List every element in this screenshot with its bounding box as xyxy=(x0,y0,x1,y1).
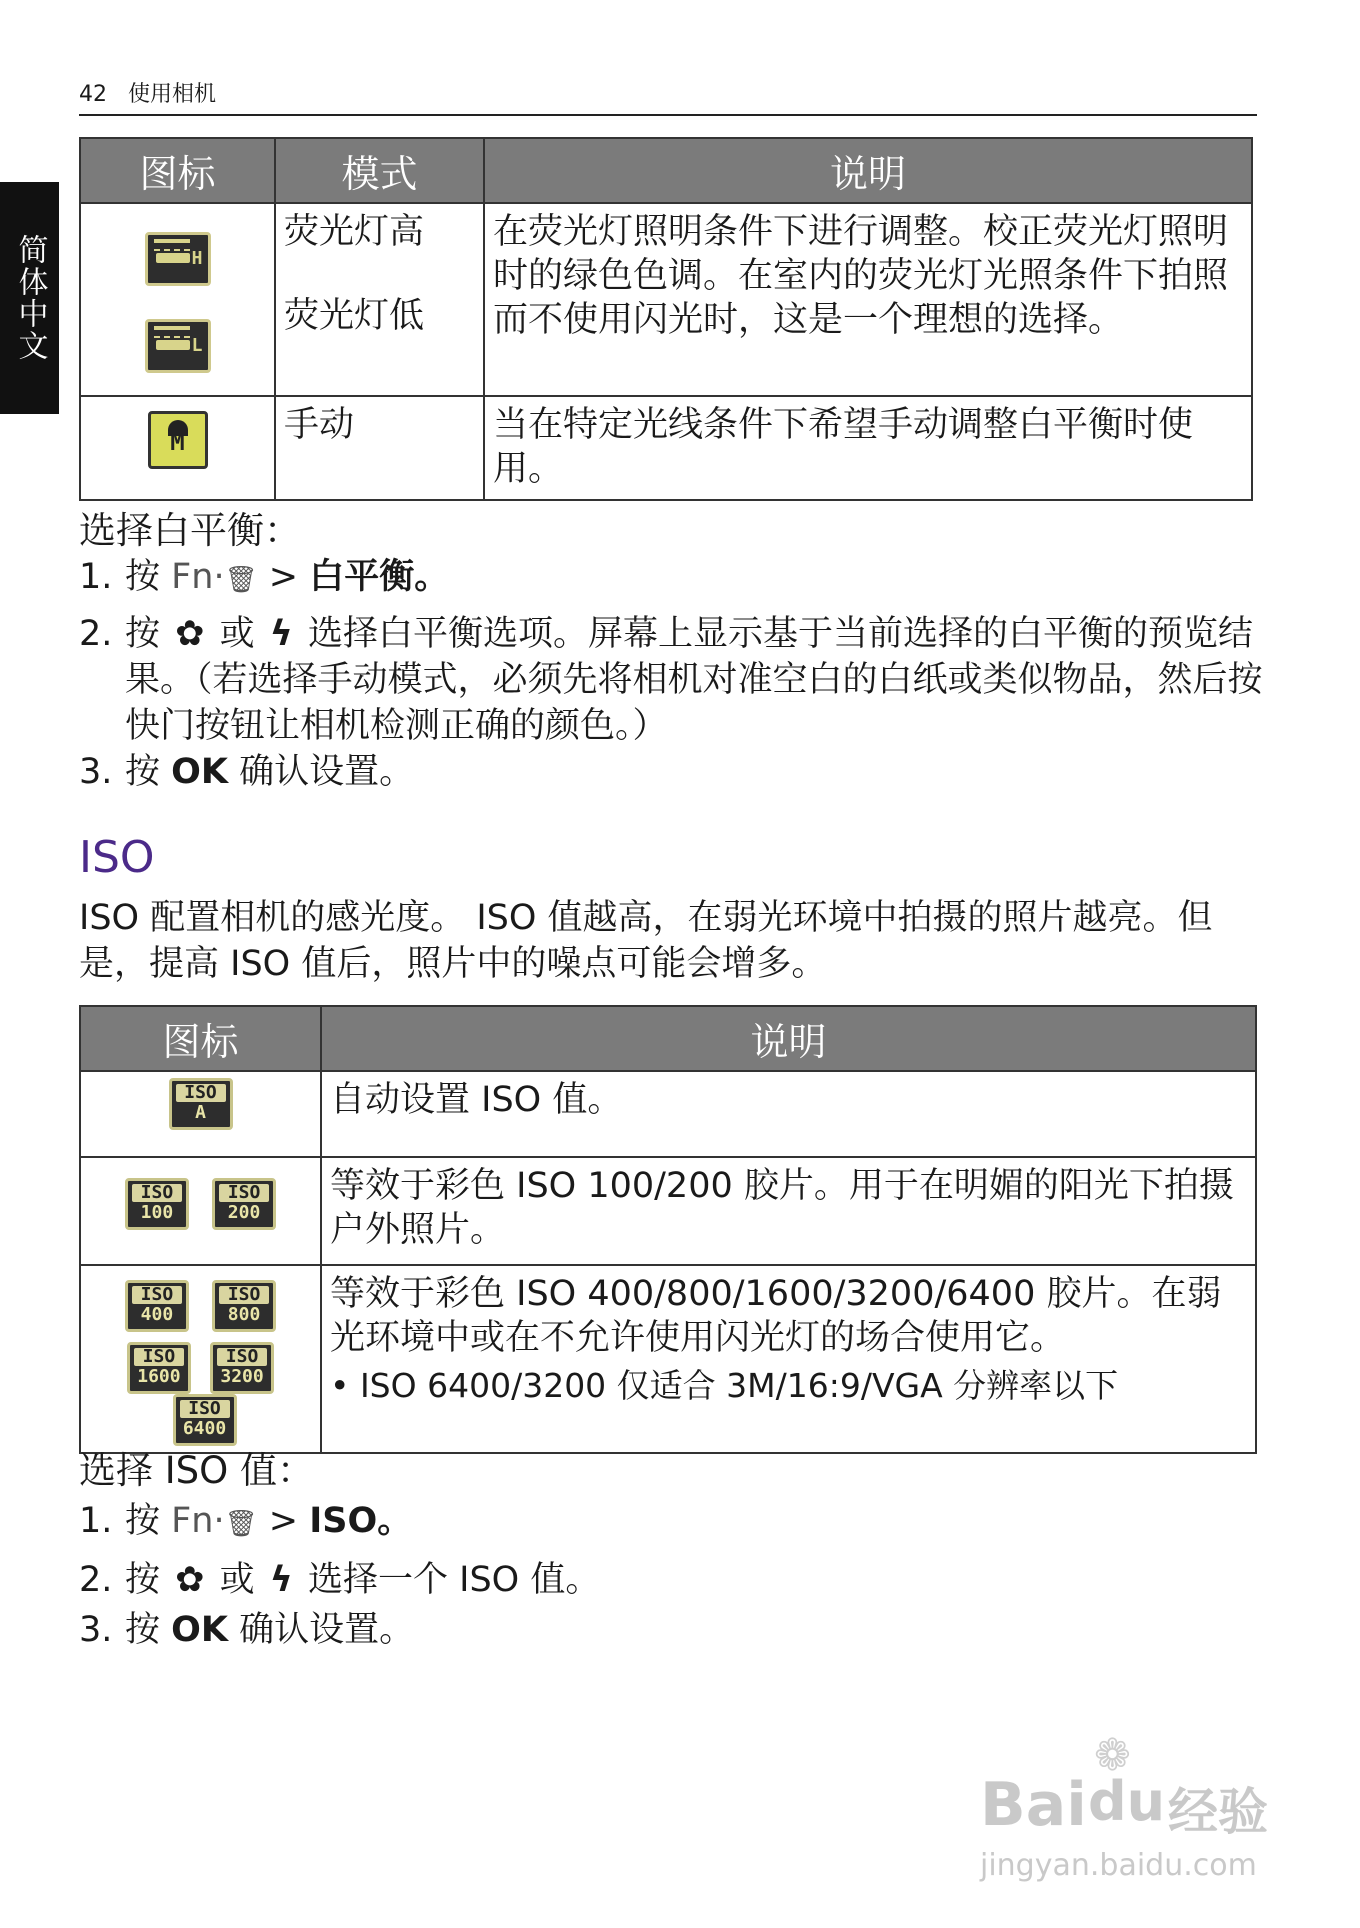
table-row xyxy=(80,1157,1256,1265)
description-cell: 当在特定光线条件下希望手动调整白平衡时使用。 xyxy=(484,396,1252,500)
fn-button-label: Fn· xyxy=(171,557,225,597)
flash-icon: ϟ xyxy=(269,1560,293,1600)
section-title-iso: ISO xyxy=(79,832,155,883)
table-row xyxy=(80,203,1252,396)
watermark-url: jingyan.baidu.com xyxy=(980,1848,1257,1883)
iso-100-icon: ISO 100 xyxy=(125,1178,189,1230)
iso-steps xyxy=(79,1448,1269,1653)
macro-icon: ✿ xyxy=(175,614,205,654)
iso-6400-icon: ISO 6400 xyxy=(173,1394,237,1446)
watermark-cn: 经验 xyxy=(1168,1783,1268,1841)
fluorescent-high-icon: H xyxy=(145,232,211,286)
language-side-tab: 简体中文 xyxy=(0,182,59,414)
watermark-paw-text: du xyxy=(1088,1770,1166,1833)
iso-auto-icon: ISO A xyxy=(169,1078,233,1130)
table-row xyxy=(80,396,1252,500)
white-balance-table xyxy=(79,137,1253,501)
column-header-description: 说明 xyxy=(484,138,1252,203)
iso-400-icon: ISO 400 xyxy=(125,1280,189,1332)
icon-cell xyxy=(80,203,275,396)
table-row xyxy=(80,1071,1256,1157)
mode-cell xyxy=(275,203,484,396)
step-3: 3. 按 OK 确认设置。 xyxy=(79,752,415,792)
trash-icon: 🗑 xyxy=(224,565,258,595)
step-2: 2. 按 ✿ 或 ϟ 选择白平衡选项。屏幕上显示基于当前选择的白平衡的预览结果。（若选择手动模式，必须先将相机对准空白的白纸或类似物品，然后按快门按钮让相机检测正确的颜色。） xyxy=(79,611,1269,749)
mode-cell: 手动 xyxy=(275,396,484,500)
description-note: • ISO 6400/3200 仅适合 3M/16:9/VGA 分辨率以下 xyxy=(330,1366,1119,1405)
description-cell xyxy=(321,1265,1256,1453)
icon-cell xyxy=(80,396,275,500)
description-cell: 自动设置 ISO 值。 xyxy=(321,1071,1256,1157)
flash-icon: ϟ xyxy=(269,614,293,654)
baidu-jingyan-watermark xyxy=(980,1730,1280,1900)
step-2: 2. 按 ✿ 或 ϟ 选择一个 ISO 值。 xyxy=(79,1557,1269,1603)
step-1: 1. 按 Fn·🗑 > ISO。 xyxy=(79,1501,413,1541)
page-header xyxy=(79,76,1257,116)
steps-title: 选择 ISO 值： xyxy=(79,1449,315,1492)
description-text: 等效于彩色 ISO 400/800/1600/3200/6400 胶片。在弱光环境中或在不允许使用闪光灯的场合使用它。 xyxy=(330,1274,1222,1358)
column-header-description: 说明 xyxy=(321,1006,1256,1071)
iso-200-icon: ISO 200 xyxy=(212,1178,276,1230)
table-header-row xyxy=(80,138,1252,203)
iso-intro: ISO 配置相机的感光度。 ISO 值越高，在弱光环境中拍摄的照片越亮。但是，提高 ISO 值后，照片中的噪点可能会增多。 xyxy=(79,898,1213,984)
page-number: 42 xyxy=(79,82,107,107)
step-1: 1. 按 Fn·🗑 > 白平衡。 xyxy=(79,557,450,597)
watermark-brand: Bai xyxy=(980,1770,1087,1840)
table-header-row xyxy=(80,1006,1256,1071)
column-header-icon: 图标 xyxy=(80,138,275,203)
paw-icon: ❁ xyxy=(1094,1730,1131,1781)
fn-button-label: Fn· xyxy=(171,1501,225,1541)
description-cell: 等效于彩色 ISO 100/200 胶片。用于在明媚的阳光下拍摄户外照片。 xyxy=(321,1157,1256,1265)
iso-table xyxy=(79,1005,1257,1454)
icon-cell xyxy=(80,1071,321,1157)
column-header-mode: 模式 xyxy=(275,138,484,203)
icon-cell xyxy=(80,1157,321,1265)
step-3: 3. 按 OK 确认设置。 xyxy=(79,1610,415,1650)
iso-800-icon: ISO 800 xyxy=(212,1280,276,1332)
manual-wb-icon: M xyxy=(148,411,208,469)
icon-cell xyxy=(80,1265,321,1453)
steps-title: 选择白平衡： xyxy=(79,509,301,552)
macro-icon: ✿ xyxy=(175,1560,205,1600)
column-header-icon: 图标 xyxy=(80,1006,321,1071)
description-cell: 在荧光灯照明条件下进行调整。校正荧光灯照明时的绿色色调。在室内的荧光灯光照条件下拍照而不使用闪光时，这是一个理想的选择。 xyxy=(484,203,1252,396)
iso-1600-icon: ISO 1600 xyxy=(127,1342,191,1394)
chapter-title: 使用相机 xyxy=(128,82,217,107)
mode-label: 荧光灯低 xyxy=(284,296,425,336)
wb-steps xyxy=(79,508,1269,795)
table-row xyxy=(80,1265,1256,1453)
mode-label: 荧光灯高 xyxy=(284,212,425,252)
trash-icon: 🗑 xyxy=(224,1509,258,1539)
iso-3200-icon: ISO 3200 xyxy=(210,1342,274,1394)
fluorescent-low-icon: L xyxy=(145,319,211,373)
